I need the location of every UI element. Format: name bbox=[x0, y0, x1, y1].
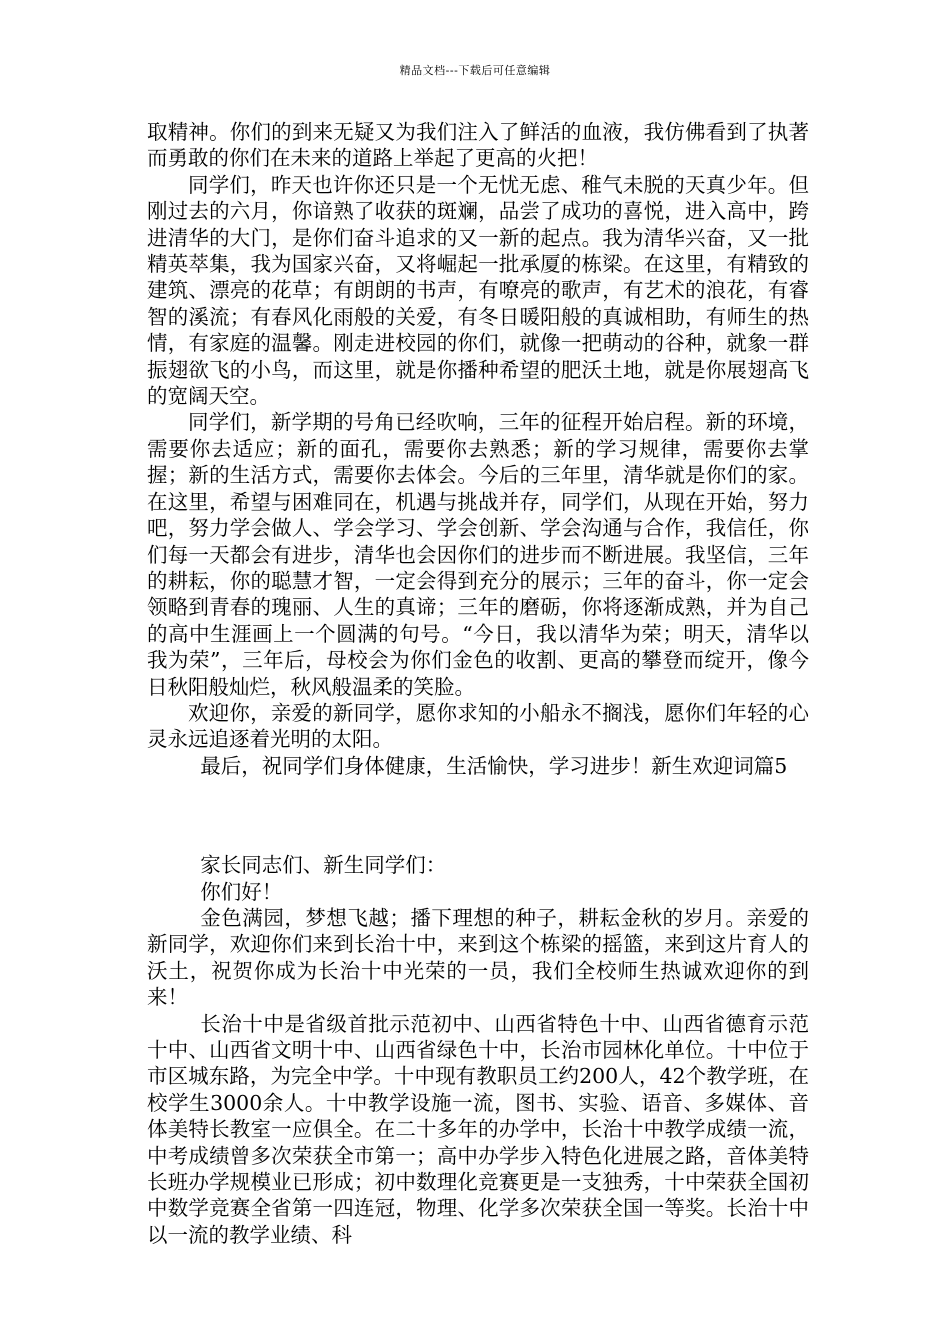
document-body bbox=[147, 119, 809, 1248]
salutation: 家长同志们、新生同学们： bbox=[200, 853, 447, 878]
section-gap bbox=[147, 779, 809, 852]
paragraph-school-intro: 长治十中是省级首批示范初中、山西省特色十中、山西省德育示范十中、山西省文明十中、山西省绿色十中，长治市园林化单位。十中位于市区城东路，为完全中学。十中现有教职员工约200人，42个教学班，在校学生3000余人。十中教学设施一流，图书、实验、语音、多媒体、音体美特长教室一应俱全。在二十多年的办学中，长治十中教学成绩一流，中考成绩曾多次荣获全市第一；高中办学步入特色化进展之路，音体美特长班办学规模业已形成；初中数理化竞赛更是一支独秀，十中荣获全国初中数学竞赛全省第一四连冠，物理、化学多次荣获全国一等奖。长治十中以一流的教学业绩、科 bbox=[147, 1011, 809, 1247]
paragraph-continuation: 取精神。你们的到来无疑又为我们注入了鲜活的血液，我仿佛看到了执著而勇敢的你们在未来的道路上举起了更高的火把！ bbox=[147, 120, 809, 171]
paragraph-closing-wishes: 最后，祝同学们身体健康，生活愉快，学习进步！新生欢迎词篇5 bbox=[200, 753, 788, 778]
page-header: 精品文档---下载后可任意编辑 bbox=[399, 64, 551, 77]
paragraph-new-semester: 同学们，新学期的号角已经吹响，三年的征程开始启程。新的环境，需要你去适应；新的面孔，需要你去熟悉；新的学习规律，需要你去掌握；新的生活方式，需要你去体会。今后的三年里，清华就是你们的家。在这里，希望与困难同在，机遇与挑战并存，同学们，从现在开始，努力吧，努力学会做人、学会学习、学会创新、学会沟通与合作，我信任，你们每一天都会有进步，清华也会因你们的进步而不断进展。我坚信，三年的耕耘，你的聪慧才智，一定会得到充分的展示；三年的奋斗，你一定会领略到青春的瑰丽、人生的真谛；三年的磨砺，你将逐渐成熟，并为自己的高中生涯画上一个圆满的句号。“今日，我以清华为荣；明天，清华以我为荣”，三年后，母校会为你们金色的收割、更高的攀登而绽开，像今日秋阳般灿烂，秋风般温柔的笑脸。 bbox=[147, 410, 809, 699]
paragraph-golden-campus: 金色满园，梦想飞越；播下理想的种子，耕耘金秋的岁月。亲爱的新同学，欢迎你们来到长治十中，来到这个栋梁的摇篮，来到这片育人的沃土，祝贺你成为长治十中光荣的一员，我们全校师生热诚欢迎你的到来！ bbox=[147, 905, 809, 1010]
greeting: 你们好！ bbox=[200, 879, 283, 904]
paragraph-welcome: 欢迎你，亲爱的新同学，愿你求知的小船永不搁浅，愿你们年轻的心灵永远追逐着光明的太阳。 bbox=[147, 700, 809, 752]
paragraph-students-yesterday: 同学们，昨天也许你还只是一个无忧无虑、稚气未脱的天真少年。但刚过去的六月，你谙熟了收获的斑斓，品尝了成功的喜悦，进入高中，跨进清华的大门，是你们奋斗追求的又一新的起点。我为清华兴奋，又一批精英萃集，我为国家兴奋，又将崛起一批承厦的栋梁。在这里，有精致的建筑、漂亮的花草；有朗朗的书声，有嘹亮的歌声，有艺术的浪花，有睿智的溪流；有春风化雨般的关爱，有冬日暖阳般的真诚相助，有师生的热情，有家庭的温馨。刚走进校园的你们，就像一把萌动的谷种，就象一群振翅欲飞的小鸟，而这里，就是你播种希望的肥沃土地，就是你展翅高飞的宽阔天空。 bbox=[147, 172, 809, 409]
